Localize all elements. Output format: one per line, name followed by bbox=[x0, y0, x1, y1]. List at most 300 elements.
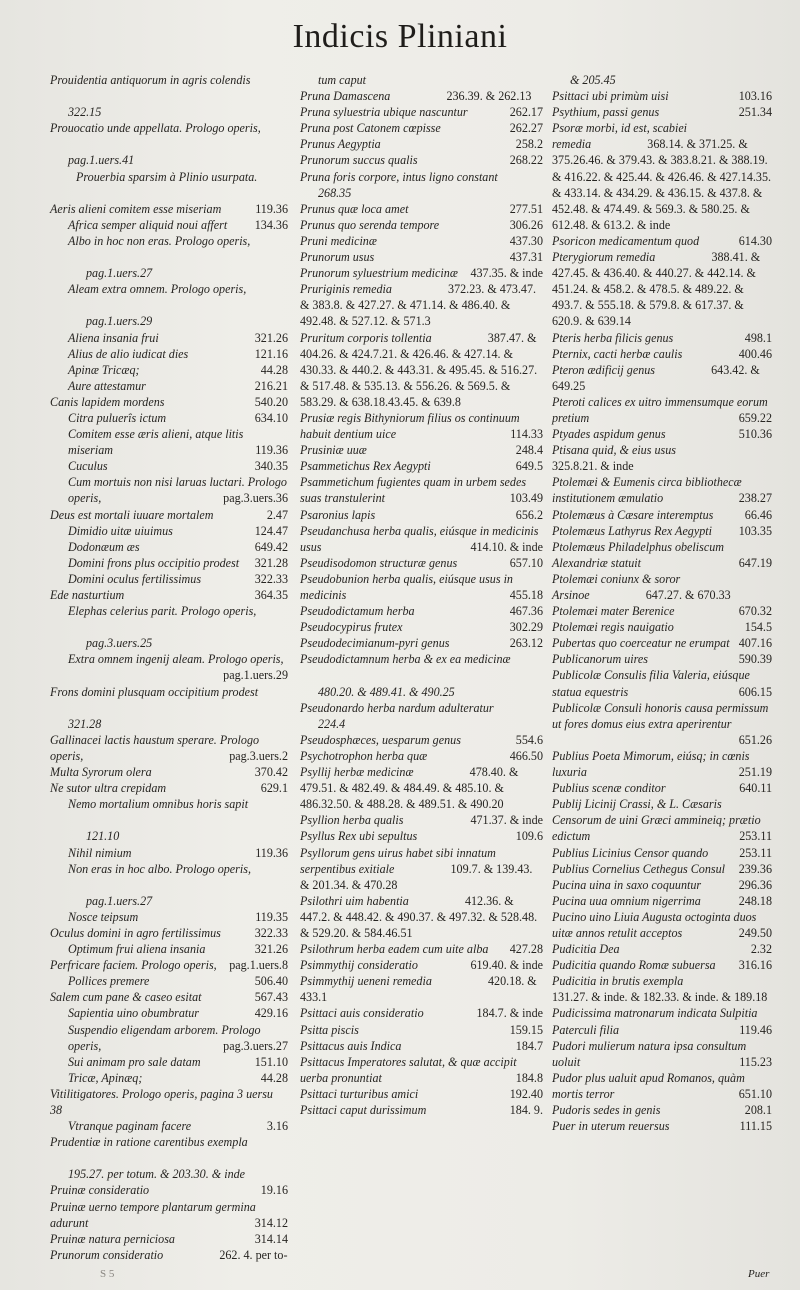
index-entry bbox=[552, 700, 772, 748]
entry-term: Ede nasturtium bbox=[50, 588, 125, 602]
index-entry bbox=[300, 523, 543, 555]
entry-term: Citra puluerîs ictum bbox=[68, 410, 167, 425]
entry-reference: 192.40 bbox=[509, 1086, 543, 1101]
entry-reference: pag.1.uers.29 bbox=[223, 668, 288, 683]
entry-term: Salem cum pane & caseo esitat bbox=[50, 990, 202, 1005]
entry-term: Publicolæ Consuli honoris causa permissum ut fores domus eius extra aperirentur bbox=[552, 700, 769, 731]
entry-term: Prouidentia antiquorum in agris colendis bbox=[50, 73, 251, 87]
entry-term: Pudori mulierum natura ipsa consultum uoluit bbox=[552, 1038, 747, 1069]
entry-reference: 567.43 bbox=[254, 990, 288, 1005]
entry-reference: 262. 4. per to- bbox=[219, 1247, 288, 1262]
index-entry bbox=[50, 426, 288, 458]
entry-term: Aliena insania frui bbox=[68, 330, 159, 345]
index-entry bbox=[300, 893, 543, 941]
entry-continuation: 480.20. & 489.41. & 490.25 bbox=[318, 684, 455, 699]
entry-term: Prunorum usus bbox=[300, 250, 375, 265]
entry-reference: 322.33 bbox=[254, 925, 288, 940]
entry-term: Aure attestamur bbox=[68, 378, 146, 393]
index-entry bbox=[300, 442, 543, 458]
entry-reference: 44.28 bbox=[260, 362, 288, 377]
index-entry bbox=[300, 555, 543, 571]
index-entry bbox=[300, 700, 543, 732]
entry-term: Optimum frui aliena insania bbox=[68, 942, 206, 957]
entry-term: Frons domini plusquam occipitium prodest bbox=[50, 684, 259, 699]
entry-reference: 249.50 bbox=[738, 925, 772, 940]
entry-reference: 467.36 bbox=[509, 604, 543, 619]
entry-reference: 455.18 bbox=[509, 588, 543, 602]
index-entry bbox=[300, 941, 543, 957]
index-entry bbox=[50, 925, 288, 941]
entry-term: Suspendio eligendam arborem. Prologo operis, bbox=[68, 1022, 261, 1053]
entry-reference: 649.42 bbox=[254, 539, 288, 554]
index-entry bbox=[50, 1022, 288, 1054]
entry-reference: 236.39. & 262.13 bbox=[446, 89, 532, 104]
entry-reference: 634.10 bbox=[254, 410, 288, 425]
entry-reference: 2.47 bbox=[266, 507, 288, 522]
entry-term: Vtranque paginam facere bbox=[68, 1119, 192, 1134]
entry-term: Pruritum corporis tollentia bbox=[300, 330, 444, 345]
index-entry bbox=[300, 72, 543, 88]
entry-term: Psittaci turturibus amici bbox=[300, 1086, 419, 1101]
entry-reference: 437.30 bbox=[509, 233, 543, 248]
entry-reference: 239.36 bbox=[738, 861, 772, 876]
entry-term: Ptolemæus Lathyrus Rex Aegypti bbox=[552, 523, 712, 538]
entry-term: Publicanorum uires bbox=[552, 652, 648, 667]
index-entry bbox=[300, 88, 543, 104]
index-entry bbox=[552, 523, 772, 539]
entry-continuation: 268.35 bbox=[318, 185, 352, 200]
index-entry bbox=[50, 1118, 288, 1134]
entry-term: Pseudosphæces, uesparum genus bbox=[300, 732, 461, 747]
entry-term: Pubertas quo coerceatur ne erumpat bbox=[552, 636, 730, 651]
entry-reference: 248.4 bbox=[515, 443, 543, 458]
entry-reference: 184.8 bbox=[515, 1070, 543, 1085]
index-entry bbox=[300, 812, 543, 828]
index-entry bbox=[552, 748, 772, 780]
entry-term: Pruriginis remedia bbox=[300, 282, 405, 297]
entry-term: Pollices premere bbox=[68, 974, 150, 989]
index-entry bbox=[552, 507, 772, 523]
entry-reference: 216.21 bbox=[254, 378, 288, 393]
entry-reference: 2.32 bbox=[750, 942, 772, 957]
index-entry bbox=[552, 941, 772, 957]
index-entry bbox=[300, 1038, 543, 1054]
entry-reference: 124.47 bbox=[254, 523, 288, 538]
entry-reference: 248.18 bbox=[738, 893, 772, 908]
entry-reference: 296.36 bbox=[738, 877, 772, 892]
entry-reference: 651.10 bbox=[738, 1086, 772, 1101]
index-entry bbox=[552, 893, 772, 909]
index-entry bbox=[300, 635, 543, 651]
entry-reference: 103.16 bbox=[738, 89, 772, 104]
entry-reference: 647.19 bbox=[738, 555, 772, 570]
index-entry bbox=[300, 957, 543, 973]
entry-reference: 322.33 bbox=[254, 571, 288, 586]
entry-term: Prusiniæ uuæ bbox=[300, 443, 367, 458]
index-entry bbox=[50, 571, 288, 587]
index-entry bbox=[50, 1199, 288, 1231]
index-entry bbox=[300, 732, 543, 748]
entry-reference: 119.36 bbox=[255, 845, 288, 860]
entry-term: Pucina uina in saxo coquuntur bbox=[552, 877, 702, 892]
entry-term: Psyllorum gens uirus habet sibi innatum serpentibus exitiale bbox=[300, 845, 496, 876]
index-entry bbox=[552, 780, 772, 796]
entry-reference: 647.27. & 670.33 bbox=[645, 588, 731, 602]
entry-reference: 388.41. & 427.45. & 436.40. & 440.27. & 442.14. & 451.24. & 458.2. & 478.5. & 489.22. & 493.7. & 555.18. & 579.8. & 617.37. & 620.9. & 639.14 bbox=[552, 250, 761, 329]
index-entry bbox=[50, 989, 288, 1005]
entry-reference: 659.22 bbox=[738, 410, 772, 425]
index-entry bbox=[50, 394, 288, 410]
entry-reference: 111.15 bbox=[739, 1119, 772, 1134]
entry-term: Nihil nimium bbox=[68, 845, 132, 860]
entry-term: Psoræ morbi, id est, scabiei remedia bbox=[552, 121, 688, 152]
entry-term: Psychotrophon herba quæ bbox=[300, 748, 428, 763]
entry-reference: 109.7. & 139.43. & 201.34. & 470.28 bbox=[300, 861, 533, 892]
entry-term: Sui animam pro sale datam bbox=[68, 1054, 201, 1069]
entry-term: Pteroti calices ex uitro immensumque eorum pretium bbox=[552, 394, 768, 425]
entry-term: Ptolemæi & Eumenis circa bibliothecæ institutionem æmulatio bbox=[552, 475, 742, 506]
index-entry bbox=[50, 780, 288, 796]
entry-reference: 151.10 bbox=[254, 1054, 288, 1069]
entry-term: Nosce teipsum bbox=[68, 909, 139, 924]
entry-term: Pterygiorum remedia bbox=[552, 250, 668, 265]
entry-reference: 651.26 bbox=[738, 732, 772, 747]
signature-mark: S 5 bbox=[100, 1268, 115, 1280]
entry-term: Pudicitia in brutis exempla bbox=[552, 974, 696, 989]
entry-reference: 119.36 bbox=[255, 201, 288, 216]
entry-term: Deus est mortali iuuare mortalem bbox=[50, 507, 214, 522]
entry-term: Perfricare faciem. Prologo operis, bbox=[50, 958, 217, 973]
entry-reference: 302.29 bbox=[509, 620, 543, 635]
index-entry bbox=[552, 909, 772, 941]
entry-term: Psyllus Rex ubi sepultus bbox=[300, 829, 418, 844]
index-entry bbox=[300, 474, 543, 506]
entry-reference: 372.23. & 473.47. & 383.8. & 427.27. & 471.14. & 486.40. & 492.48. & 527.12. & 571.3 bbox=[300, 282, 537, 329]
entry-term: Psoricon medicamentum quod bbox=[552, 233, 700, 248]
entry-term: Pseudodictamnum herba & ex ea medicinæ bbox=[300, 652, 511, 667]
page-title: Indicis Pliniani bbox=[292, 18, 508, 55]
index-entry bbox=[552, 973, 772, 1005]
index-entry bbox=[50, 861, 288, 909]
index-entry bbox=[50, 957, 288, 973]
entry-reference: 306.26 bbox=[509, 217, 543, 232]
index-entry bbox=[300, 330, 543, 410]
index-entry bbox=[50, 684, 288, 732]
index-entry bbox=[50, 507, 288, 523]
index-entry bbox=[552, 667, 772, 699]
entry-term: Psittaci ubi primùm uisi bbox=[552, 89, 669, 104]
entry-term: Psyllion herba qualis bbox=[300, 813, 404, 828]
entry-term: Pudicissima matronarum indicata Sulpitia Paterculi filia bbox=[552, 1006, 758, 1037]
index-entry bbox=[50, 120, 288, 168]
index-entry bbox=[300, 507, 543, 523]
entry-term: Elephas celerius parit. Prologo operis, bbox=[68, 604, 257, 619]
entry-term: Apinæ Tricæq; bbox=[68, 362, 140, 377]
entry-reference: 103.35 bbox=[738, 523, 772, 538]
entry-term: Psitta piscis bbox=[300, 1022, 359, 1037]
index-entry bbox=[552, 651, 772, 667]
index-entry bbox=[300, 104, 543, 120]
entry-term: Ptolemæi regis nauigatio bbox=[552, 620, 674, 635]
entry-term: Pseudanchusa herba qualis, eiúsque in medicinis usus bbox=[300, 523, 539, 554]
index-entry bbox=[50, 732, 288, 764]
entry-term: Psilothrum herba eadem cum uite alba bbox=[300, 942, 489, 957]
index-entry bbox=[300, 973, 543, 1005]
entry-reference: 370.42 bbox=[254, 765, 288, 780]
index-entry bbox=[50, 362, 288, 378]
index-entry bbox=[300, 458, 543, 474]
entry-term: Publius Poeta Mimorum, eiúsq; in cœnis luxuria bbox=[552, 748, 750, 780]
entry-reference: 437.31 bbox=[509, 250, 543, 265]
index-entry bbox=[300, 120, 543, 136]
index-entry bbox=[300, 281, 543, 329]
index-entry bbox=[300, 217, 543, 233]
index-entry bbox=[552, 442, 772, 474]
entry-term: Pudoris sedes in genis bbox=[552, 1103, 661, 1117]
index-entry bbox=[552, 346, 772, 362]
entry-term: Pruna syluestria ubique nascuntur bbox=[300, 105, 468, 120]
entry-term: Dodonæum æs bbox=[68, 539, 140, 554]
entry-reference: 268.22 bbox=[509, 153, 543, 168]
entry-reference: 427.28 bbox=[509, 942, 543, 957]
entry-reference: 364.35 bbox=[254, 588, 288, 602]
index-entry bbox=[50, 458, 288, 474]
entry-reference: 321.26 bbox=[254, 942, 288, 957]
entry-reference: 184.7 bbox=[515, 1038, 543, 1053]
entry-term: Ptolemæus Philadelphus obeliscum Alexandriæ statuit bbox=[552, 539, 724, 570]
entry-reference: 478.40. & 479.51. & 482.49. & 484.49. & 485.10. & 486.32.50. & 488.28. & 489.51. & 490.20 bbox=[300, 765, 519, 812]
entry-reference: 115.23 bbox=[739, 1054, 772, 1069]
entry-term: Extra omnem ingenij aleam. Prologo operis, bbox=[68, 652, 284, 667]
entry-continuation: pag.1.uers.27 bbox=[86, 266, 153, 281]
entry-term: Publius Licinius Censor quando bbox=[552, 845, 709, 860]
index-entry bbox=[300, 764, 543, 812]
index-entry bbox=[50, 378, 288, 394]
entry-reference: 368.14. & 371.25. & 375.26.46. & 379.43. & 383.8.21. & 388.19. & 416.22. & 425.44. & 426.46. & 427.14.35. & 433.14. & 434.29. & 436.15. & 437.8. & 452.48. & 474.49. & 569.3. & 580.25. & 612.48. & 613.2. & inde bbox=[552, 137, 772, 232]
entry-reference: 314.12 bbox=[254, 1215, 288, 1230]
entry-reference: 387.47. & 404.26. & 424.7.21. & 426.46. & 427.14. & 430.33. & 440.2. & 443.31. & 495.45. & 516.27. & 517.48. & 535.13. & 556.26. & 569.5. & 583.29. & 638.18.43.45. & 639.8 bbox=[300, 330, 538, 409]
index-entry bbox=[50, 555, 288, 571]
entry-continuation: pag.1.uers.29 bbox=[86, 314, 153, 329]
entry-term: Tricæ, Apinæq; bbox=[68, 1070, 143, 1085]
entry-term: Prusiæ regis Bithyniorum filius os continuum habuit dentium uice bbox=[300, 410, 520, 442]
entry-reference: 131.27. & inde. & 182.33. & inde. & 189.18 bbox=[552, 990, 768, 1005]
entry-term: Pteris herba filicis genus bbox=[552, 330, 674, 345]
index-entry bbox=[552, 571, 772, 603]
entry-reference: 649.5 bbox=[515, 459, 543, 474]
entry-reference: 471.37. & inde bbox=[470, 813, 543, 828]
entry-term: Prunus Aegyptia bbox=[300, 137, 381, 152]
index-entry bbox=[552, 362, 772, 394]
entry-reference: 321.28 bbox=[254, 555, 288, 570]
entry-continuation: pag.1.uers.27 bbox=[86, 893, 153, 908]
entry-term: Pruni medicinæ bbox=[300, 233, 377, 248]
index-entry bbox=[300, 152, 543, 168]
entry-reference: 3.16 bbox=[266, 1119, 288, 1134]
index-entry bbox=[552, 603, 772, 619]
index-entry bbox=[552, 330, 772, 346]
entry-reference: pag.3.uers.36 bbox=[223, 491, 288, 506]
entry-term: Oculus domini in agro fertilissimus bbox=[50, 925, 221, 940]
index-entry bbox=[552, 1038, 772, 1070]
entry-continuation: 121.10 bbox=[86, 829, 120, 844]
index-entry bbox=[50, 1054, 288, 1070]
entry-term: Publij Licinij Crassi, & L. Cæsaris Censorum de uini Græci ammineiq; prætio edictum bbox=[552, 797, 761, 844]
index-entry bbox=[50, 523, 288, 539]
entry-term: Psilothri uim habentia bbox=[300, 893, 421, 908]
index-column-3 bbox=[552, 72, 772, 1134]
entry-continuation: pag.3.uers.25 bbox=[86, 636, 153, 651]
entry-term: Prunorum succus qualis bbox=[300, 153, 418, 168]
index-entry bbox=[552, 394, 772, 426]
entry-reference: 420.18. & 433.1 bbox=[300, 974, 537, 1005]
index-entry bbox=[552, 861, 772, 877]
entry-reference: 429.16 bbox=[254, 1006, 288, 1021]
entry-term: Pucina uua omnium nigerrima bbox=[552, 893, 701, 908]
entry-continuation: 321.28 bbox=[68, 716, 102, 731]
entry-term: Pudicitia quando Romæ subuersa bbox=[552, 958, 716, 973]
entry-term: tum caput bbox=[318, 73, 367, 87]
index-entry bbox=[552, 635, 772, 651]
index-entry bbox=[552, 1102, 772, 1118]
entry-term: Pruinæ uerno tempore plantarum germina adurunt bbox=[50, 1199, 256, 1230]
entry-term: Pucino uino Liuia Augusta octoginta duos uitæ annos retulit acceptos bbox=[552, 909, 757, 940]
entry-term: Pruinæ consideratio bbox=[50, 1183, 150, 1198]
index-entry bbox=[300, 410, 543, 442]
entry-reference: 437.35. & inde bbox=[470, 266, 543, 281]
entry-term: Ptolemæi mater Berenice bbox=[552, 604, 675, 619]
index-entry bbox=[50, 796, 288, 844]
entry-reference: 407.16 bbox=[738, 636, 772, 651]
index-entry bbox=[552, 1070, 772, 1102]
index-entry bbox=[50, 764, 288, 780]
index-entry bbox=[300, 603, 543, 619]
entry-reference: 656.2 bbox=[515, 507, 543, 522]
index-entry bbox=[552, 1005, 772, 1037]
entry-reference: 619.40. & inde bbox=[470, 958, 543, 973]
entry-reference: pag.3.uers.2 bbox=[229, 748, 288, 763]
entry-reference: 103.49 bbox=[509, 491, 543, 506]
entry-term: Publius scenæ conditor bbox=[552, 781, 666, 796]
entry-term: Publicolæ Consulis filia Valeria, eiúsque statua equestris bbox=[552, 668, 750, 699]
entry-reference: pag.3.uers.27 bbox=[223, 1038, 288, 1053]
entry-term: Multa Syrorum olera bbox=[50, 765, 152, 780]
index-entry bbox=[552, 233, 772, 249]
entry-reference: 554.6 bbox=[515, 732, 543, 747]
entry-reference: 321.26 bbox=[254, 330, 288, 345]
entry-reference: 466.50 bbox=[509, 748, 543, 763]
entry-term: Puer in uterum reuersus bbox=[552, 1119, 670, 1134]
entry-term: Pseudocypirus frutex bbox=[300, 620, 403, 635]
index-entry bbox=[552, 796, 772, 844]
entry-term: Pteron ædificij genus bbox=[552, 362, 668, 377]
index-entry bbox=[300, 571, 543, 603]
index-entry bbox=[300, 1102, 543, 1118]
index-entry bbox=[50, 941, 288, 957]
entry-reference: pag.1.uers.8 bbox=[229, 958, 288, 973]
entry-term: Vitilitigatores. Prologo operis, pagina 3 uersu 38 bbox=[50, 1086, 273, 1117]
index-entry bbox=[300, 249, 543, 265]
entry-term: Psittacus Imperatores salutat, & quæ accipit uerba pronuntiat bbox=[300, 1054, 517, 1085]
index-entry bbox=[300, 169, 543, 201]
entry-reference: 114.33 bbox=[510, 427, 543, 442]
catchword: Puer bbox=[748, 1268, 770, 1280]
entry-reference: 251.19 bbox=[738, 765, 772, 780]
entry-term: Pseudobunion herba qualis, eiúsque usus in medicinis bbox=[300, 571, 513, 602]
entry-reference: 498.1 bbox=[744, 330, 772, 345]
index-entry bbox=[300, 619, 543, 635]
index-entry bbox=[300, 136, 543, 152]
index-entry bbox=[552, 88, 772, 104]
index-entry bbox=[300, 265, 543, 281]
entry-reference: 66.46 bbox=[744, 507, 772, 522]
entry-term: Prunorum syluestrium medicinæ bbox=[300, 266, 458, 281]
entry-reference: 262.27 bbox=[509, 121, 543, 136]
index-entry bbox=[50, 169, 288, 201]
index-entry bbox=[50, 410, 288, 426]
entry-term: Prunorum consideratio bbox=[50, 1247, 176, 1262]
entry-continuation: 224.4 bbox=[318, 716, 346, 731]
entry-reference: 657.10 bbox=[509, 555, 543, 570]
entry-term: Prunus quo serenda tempore bbox=[300, 217, 440, 232]
entry-term: Non eras in hoc albo. Prologo operis, bbox=[68, 861, 251, 876]
index-entry bbox=[300, 845, 543, 893]
entry-term: Africa semper aliquid noui affert bbox=[68, 217, 228, 232]
entry-reference: 208.1 bbox=[744, 1103, 772, 1117]
index-entry bbox=[50, 1231, 288, 1247]
entry-reference: 316.16 bbox=[738, 958, 772, 973]
index-entry bbox=[50, 72, 288, 120]
index-entry bbox=[300, 1054, 543, 1086]
entry-reference: 640.11 bbox=[739, 781, 772, 796]
entry-term: Psyllij herbæ medicinæ bbox=[300, 765, 426, 780]
entry-term: Pseudonardo herba nardum adulteratur bbox=[300, 700, 494, 715]
index-entry bbox=[300, 651, 543, 699]
entry-term: Psittacus auis Indica bbox=[300, 1038, 402, 1053]
index-column-1 bbox=[50, 72, 288, 1263]
entry-reference: 184. 9. bbox=[509, 1103, 543, 1117]
entry-term: Psammetichus Rex Aegypti bbox=[300, 459, 431, 474]
index-entry bbox=[552, 72, 772, 88]
entry-continuation: 195.27. per totum. & 203.30. & inde bbox=[68, 1167, 246, 1182]
entry-term: Pruna foris corpore, intus ligno constant bbox=[300, 169, 498, 184]
index-entry bbox=[552, 474, 772, 506]
index-entry bbox=[300, 1005, 543, 1021]
entry-term: Prouerbia sparsim à Plinio usurpata. bbox=[76, 169, 258, 184]
entry-reference: 400.46 bbox=[738, 346, 772, 361]
entry-term: Pseudodecimianum-pyri genus bbox=[300, 636, 450, 651]
index-entry bbox=[300, 748, 543, 764]
index-column-2 bbox=[300, 72, 543, 1118]
entry-reference: 590.39 bbox=[738, 652, 772, 667]
entry-reference: 670.32 bbox=[738, 604, 772, 619]
entry-reference: 325.8.21. & inde bbox=[552, 459, 634, 474]
index-entry bbox=[300, 201, 543, 217]
entry-reference: 258.2 bbox=[515, 137, 543, 152]
entry-reference: 238.27 bbox=[738, 491, 772, 506]
index-entry bbox=[50, 330, 288, 346]
entry-reference: 277.51 bbox=[509, 201, 543, 216]
entry-term: Psaronius lapis bbox=[300, 507, 376, 522]
entry-term: Albo in hoc non eras. Prologo operis, bbox=[68, 233, 251, 248]
entry-reference: 540.20 bbox=[254, 394, 288, 409]
entry-term: Ptolemæi coniunx & soror Arsinoe bbox=[552, 571, 681, 602]
index-entry bbox=[50, 587, 288, 603]
entry-reference: 606.15 bbox=[738, 684, 772, 699]
entry-term: Psammetichum fugientes quam in urbem sedes suas transtulerint bbox=[300, 475, 527, 506]
entry-term: Pternix, cacti herbæ caulis bbox=[552, 346, 683, 361]
index-entry bbox=[552, 104, 772, 120]
